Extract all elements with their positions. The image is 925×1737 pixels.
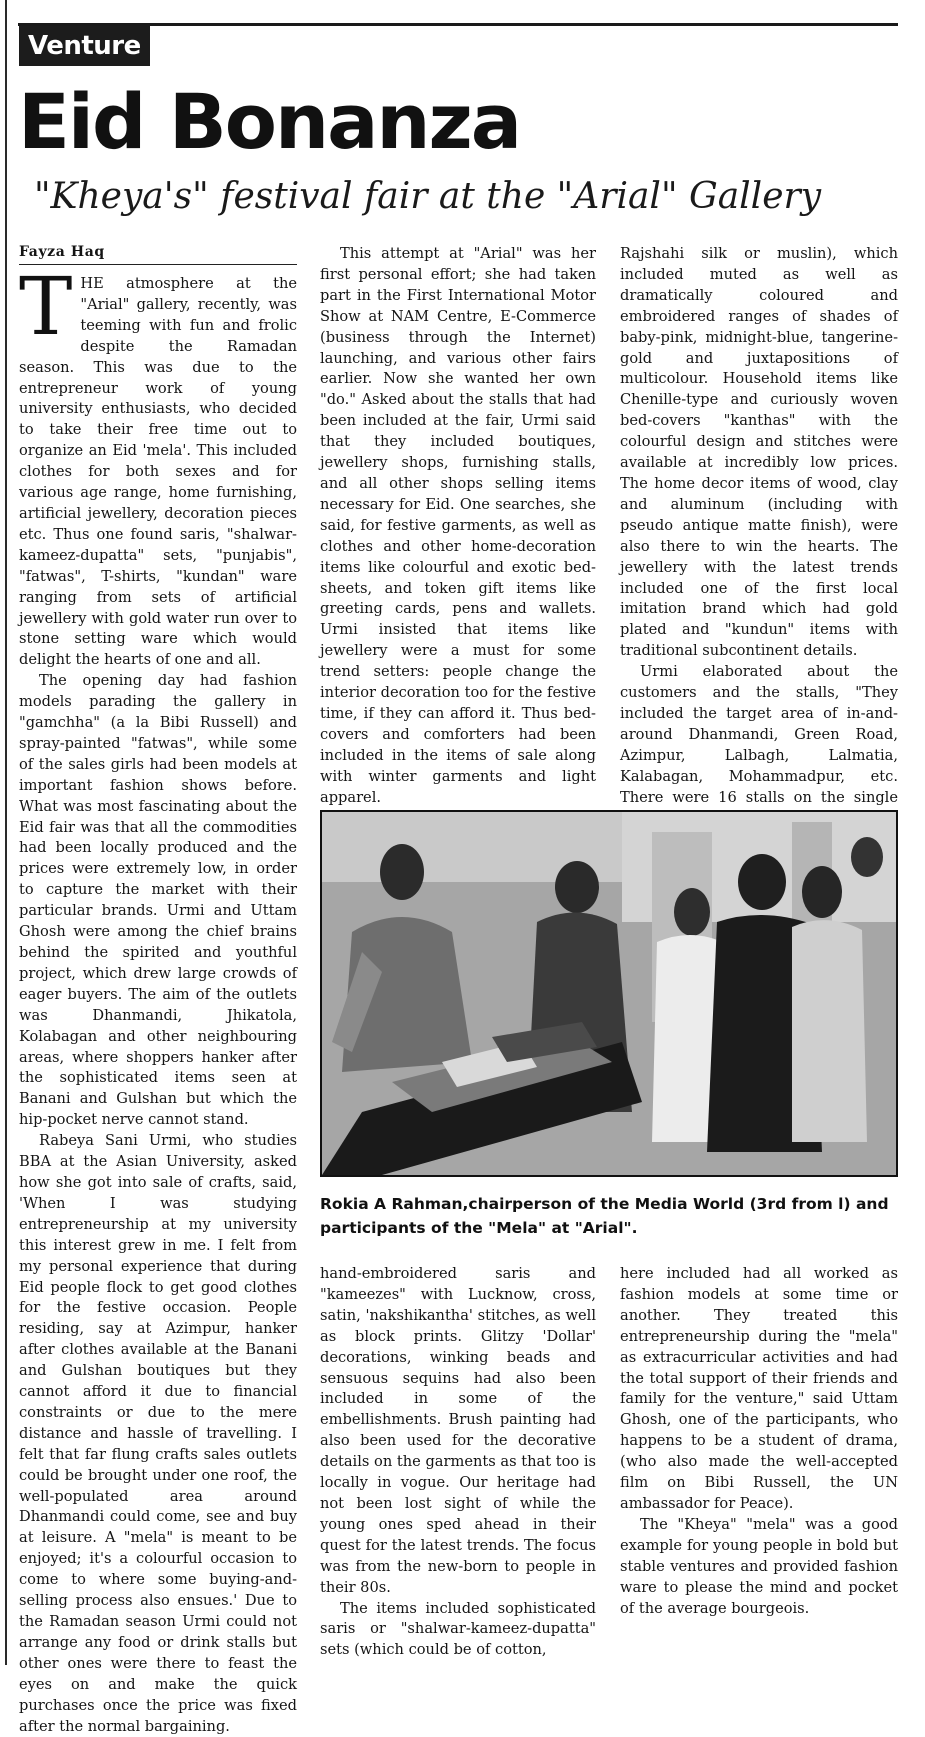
- byline-text: Fayza Haq: [19, 244, 105, 260]
- article-photo: [320, 810, 898, 1177]
- body-paragraph: Rabeya Sani Urmi, who studies BBA at the Asian University, asked how she got into sale of crafts, said, 'When I was studying entrepreneurship at my university this interest grew in me. I felt from my personal experience that during Eid people flock to get good clothes for the festive occasion. People residing, say at Azimpur, hanker after clothes available at the Banani and Gulshan boutiques but they cannot afford it due to financial constraints or due to the mere distance and hassle of travelling. I felt that far flung crafts sales outlets could be brought under one roof, the well-populated area around Dhanmandi could come, see and buy at leisure. A "mela" is meant to be enjoyed; it's a colourful occasion to come to where some buying-and-selling process also ensues.' Due to the Ramadan season Urmi could not arrange any food or drink stalls but other ones were there to feast the eyes on and make the quick purchases once the price was fixed after the normal bargaining.: [19, 1132, 297, 1735]
- body-paragraph: The "Kheya" "mela" was a good example for young people in bold but stable ventures and provided fashion ware to please the mind and pocket of the average bourgeois.: [620, 1515, 898, 1617]
- top-rule: [18, 23, 898, 26]
- body-paragraph: here included had all worked as fashion models at some time or another. They treated this entrepreneurship during the "mela" as extracurricular activities and had the total support of their friends and family for the venture," said Uttam Ghosh, one of the participants, who happens to be a student of drama, (who also made the well-accepted film on Bibi Russell, the UN ambassador for Peace).: [620, 1265, 898, 1512]
- article-column-2: [320, 244, 596, 829]
- drop-cap: T: [19, 260, 73, 353]
- paragraph-text: HE atmosphere at the "Arial" gallery, recently, was teeming with fun and frolic despite the Ramadan season. This was due to the entrepreneur work of young university enthusiasts, who decided to take their free time out to organize an Eid 'mela'. This included clothes for both sexes and for various age range, home furnishing, artificial jewellery, decoration pieces etc. Thus one found saris, "shalwar-kameez-dupatta" sets, "punjabis", "fatwas", T-shirts, "kundan" ware ranging from sets of artificial jewellery with gold water run over to stone setting ware which would delight the hearts of one and all.: [19, 275, 297, 669]
- body-paragraph: hand-embroidered saris and "kameezes" with Lucknow, cross, satin, 'nakshikantha' stitches, as well as block prints. Glitzy 'Dollar' decorations, winking beads and sensuous sequins had also been included in some of the embellishments. Brush painting had also been used for the decorative details on the garments as that too is locally in vogue. Our heritage had not been lost sight of while the young ones sped ahead in their quest for the latest trends. The focus was from the new-born to people in their 80s.: [320, 1265, 596, 1596]
- article-column-3: [620, 244, 898, 850]
- article-column-5: [620, 1264, 898, 1619]
- body-paragraph: Rajshahi silk or muslin), which included muted as well as dramatically coloured and embroidered ranges of shades of baby-pink, midnight-blue, tangerine-gold and juxtapositions of multicolour. Household items like Chenille-type and curiously woven bed-covers "kanthas" with the colourful design and stitches were available at incredibly low prices. The home decor items of wood, clay and aluminum (including with pseudo antique matte finish), were also there to win the hearts. The jewellery with the latest trends included one of the first local imitation brand which had gold plated and "kundun" items with traditional subcontinent details.: [620, 245, 898, 660]
- body-paragraph: Urmi elaborated about the customers and the stalls, "They included the target area of in-and-around Dhanmandi, Green Road, Azimpur, Lalbagh, Lalmatia, Kalabagan, Mohammadpur, etc. There were 16 stalls on the single: [620, 663, 898, 806]
- headline: Eid Bonanza: [18, 77, 520, 166]
- left-margin-rule: [5, 0, 7, 1665]
- subheadline: "Kheya's" festival fair at the "Arial" Gallery: [34, 176, 822, 217]
- body-paragraph: The items included sophisticated saris or "shalwar-kameez-dupatta" sets (which could be of cotton,: [320, 1599, 596, 1659]
- article-column-4: [320, 1264, 596, 1661]
- photograph-icon: [322, 812, 896, 1175]
- section-tag: Venture: [19, 26, 150, 66]
- body-paragraph: [19, 260, 297, 671]
- body-paragraph: The opening day had fashion models parading the gallery in "gamchha" (a la Bibi Russell) and spray-painted "fatwas", while some of the sales girls had been models at important fashion shows before. What was most fascinating about the Eid fair was that all the commodities had been locally produced and the prices were extremely low, in order to capture the market with their particular brands. Urmi and Uttam Ghosh were among the chief brains behind the spirited and youthful project, which drew large crowds of eager buyers. The aim of the outlets was Dhanmandi, Jhikatola, Kolabagan and other neighbouring areas, where shoppers hanker after the sophisticated items seen at Banani and Gulshan but which the hip-pocket nerve cannot stand.: [19, 672, 297, 1129]
- body-paragraph: This attempt at "Arial" was her first personal effort; she had taken part in the First International Motor Show at NAM Centre, E-Commerce (business through the Internet) launching, and various other fairs earlier. Now she wanted her own "do." Asked about the stalls that had been included at the fair, Urmi said that they included boutiques, jewellery shops, furnishing stalls, and all other shops selling items necessary for Eid. One searches, she said, for festive garments, as well as clothes and other home-decoration items like colourful and exotic bed-sheets, and token gift items like greeting cards, pens and wallets. Urmi insisted that items like jewellery were a must for some trend setters: people change the interior decoration too for the festive time, if they can afford it. Thus bed-covers and comforters had been included in the items of sale along with winter garments and light apparel.: [320, 245, 596, 806]
- photo-caption: Rokia A Rahman,chairperson of the Media World (3rd from l) and participants of the "Mela" at "Arial".: [320, 1195, 889, 1237]
- article-column-1: [19, 260, 297, 1737]
